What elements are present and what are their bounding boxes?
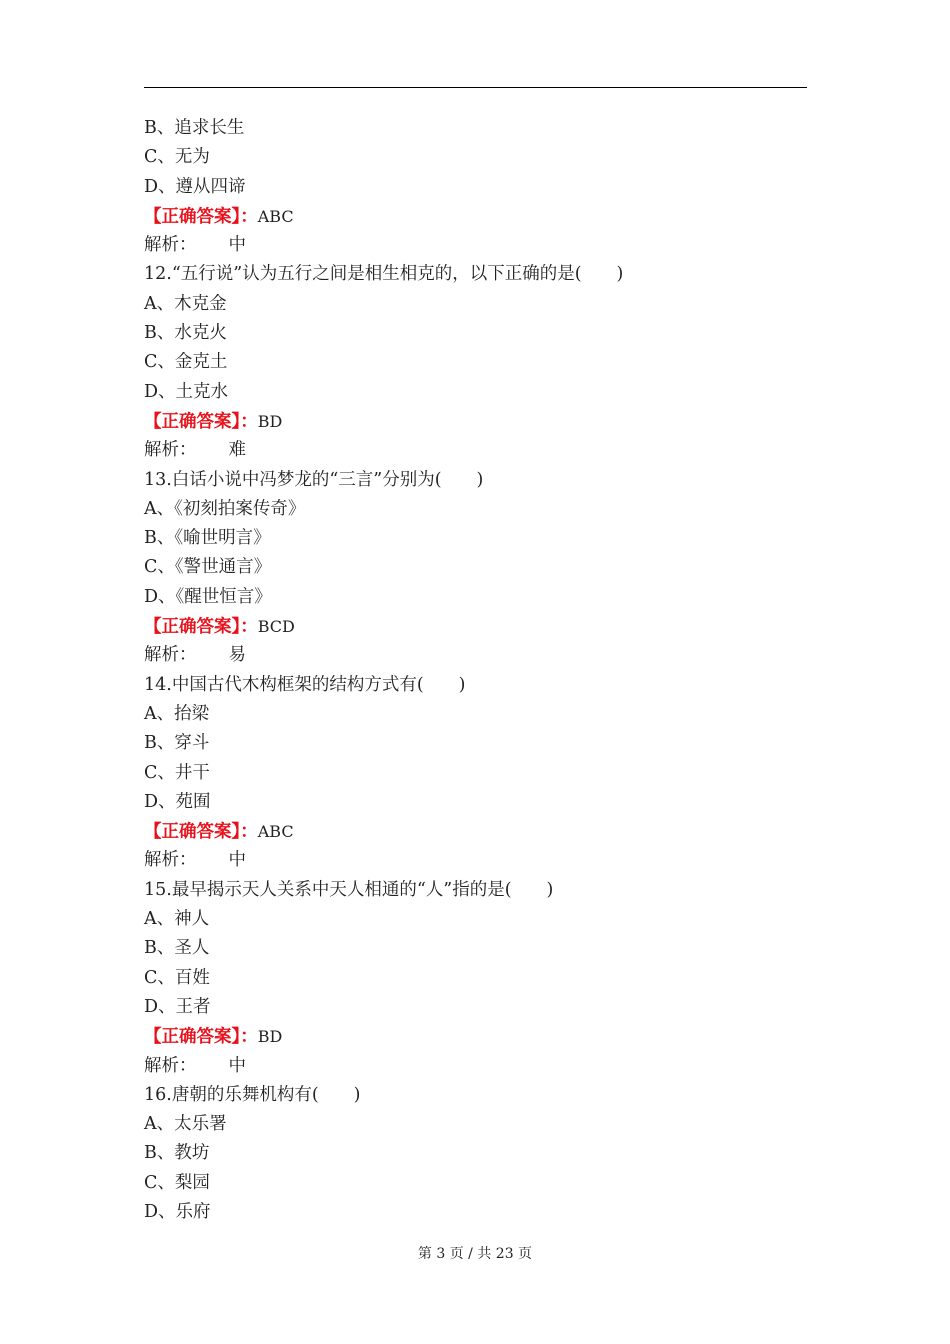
analysis-value: 中 bbox=[228, 235, 246, 256]
answer-label: 【正确答案】： bbox=[144, 617, 258, 638]
question-stem: 13.白话小说中冯梦龙的“三言”分别为( ) bbox=[144, 469, 484, 490]
option-c: C、百姓 bbox=[144, 967, 210, 988]
question-12 bbox=[144, 260, 807, 465]
option-b: B、追求长生 bbox=[144, 118, 245, 138]
question-16 bbox=[144, 1081, 807, 1227]
option-a: A、神人 bbox=[144, 909, 210, 930]
option-d: D、王者 bbox=[144, 996, 211, 1017]
analysis-label: 解析： bbox=[144, 440, 197, 461]
answer-line bbox=[144, 407, 807, 436]
answer-value: BCD bbox=[257, 617, 295, 637]
question-15 bbox=[144, 876, 807, 1081]
option-c: C、井干 bbox=[144, 762, 210, 783]
option-b: B、《喻世明言》 bbox=[144, 528, 271, 549]
analysis-line bbox=[144, 846, 807, 875]
option-b: B、穿斗 bbox=[144, 733, 210, 754]
analysis-label: 解析： bbox=[144, 850, 197, 871]
analysis-line bbox=[144, 231, 807, 260]
analysis-label: 解析： bbox=[144, 1055, 197, 1076]
option-d: D、乐府 bbox=[144, 1201, 211, 1222]
option-c: C、金克土 bbox=[144, 352, 228, 373]
answer-line bbox=[144, 612, 807, 641]
option-b: B、水克火 bbox=[144, 323, 227, 344]
page-footer: 第 3 页 / 共 23 页 bbox=[417, 1246, 533, 1262]
analysis-value: 中 bbox=[228, 1055, 246, 1076]
question-stem: 12.“五行说”认为五行之间是相生相克的，以下正确的是( ) bbox=[144, 264, 624, 285]
option-c: C、《警世通言》 bbox=[144, 557, 272, 578]
question-13 bbox=[144, 466, 807, 671]
answer-value: ABC bbox=[257, 822, 294, 842]
answer-label: 【正确答案】： bbox=[144, 1027, 258, 1048]
option-d: D、土克水 bbox=[144, 381, 229, 402]
analysis-line bbox=[144, 436, 807, 465]
option-a: A、木克金 bbox=[144, 293, 227, 314]
question-14 bbox=[144, 671, 807, 876]
option-b: B、圣人 bbox=[144, 938, 210, 959]
option-c: C、梨园 bbox=[144, 1172, 210, 1193]
answer-label: 【正确答案】： bbox=[144, 822, 258, 843]
answer-value: BD bbox=[257, 411, 283, 431]
option-a: A、抬梁 bbox=[144, 703, 210, 724]
answer-line bbox=[144, 817, 807, 846]
analysis-label: 解析： bbox=[144, 235, 197, 256]
analysis-value: 易 bbox=[228, 645, 246, 666]
answer-label: 【正确答案】： bbox=[144, 411, 258, 432]
option-c: C、无为 bbox=[144, 147, 210, 168]
option-b: B、教坊 bbox=[144, 1143, 210, 1164]
answer-value: ABC bbox=[257, 206, 294, 226]
document-body bbox=[144, 114, 807, 1227]
question-stem: 16.唐朝的乐舞机构有( ) bbox=[144, 1084, 361, 1105]
option-a: A、《初刻拍案传奇》 bbox=[144, 498, 306, 519]
answer-line bbox=[144, 202, 807, 231]
option-d: D、苑囿 bbox=[144, 791, 211, 812]
analysis-value: 难 bbox=[228, 440, 246, 461]
analysis-value: 中 bbox=[228, 850, 246, 871]
question-11-tail bbox=[144, 114, 807, 260]
option-d: D、《醒世恒言》 bbox=[144, 586, 272, 607]
answer-value: BD bbox=[257, 1027, 283, 1047]
analysis-label: 解析： bbox=[144, 645, 197, 666]
analysis-line bbox=[144, 1052, 807, 1081]
answer-label: 【正确答案】： bbox=[144, 206, 258, 227]
question-stem: 15.最早揭示天人关系中天人相通的“人”指的是( ) bbox=[144, 879, 554, 900]
option-a: A、太乐署 bbox=[144, 1114, 227, 1135]
answer-line bbox=[144, 1022, 807, 1051]
question-stem: 14.中国古代木构框架的结构方式有( ) bbox=[144, 674, 466, 695]
header-rule bbox=[144, 87, 807, 88]
analysis-line bbox=[144, 641, 807, 670]
option-d: D、遵从四谛 bbox=[144, 176, 246, 197]
